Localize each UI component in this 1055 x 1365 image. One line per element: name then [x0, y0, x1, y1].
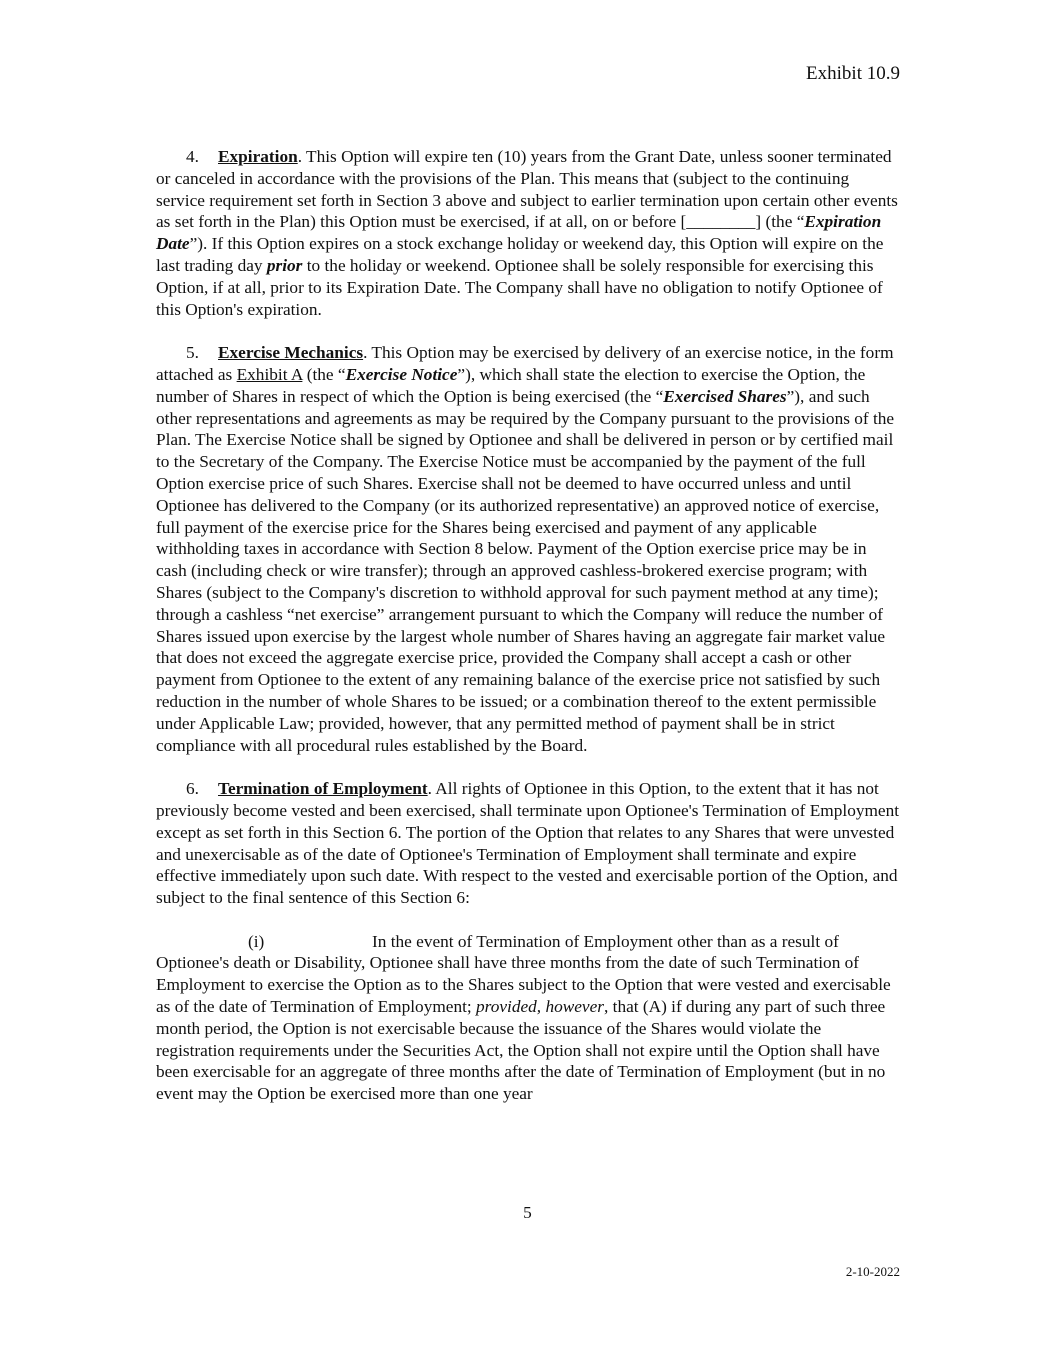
expiration-date-term: Expiration Date [156, 212, 882, 254]
section-4-text-3: to the holiday or weekend. Optionee shall be solely responsible for exercising this Option, if at all, prior to its Expiration Date. The Company shall have no obligation to notify Optionee of this Option's expiration. [156, 255, 883, 319]
section-4-paragraph [156, 146, 901, 320]
section-4-number: 4. [186, 147, 199, 166]
section-6-text-1: . All rights of Optionee in this Option, to the extent that it has not previously become vested and been exercised, shall terminate upon Optionee's Termination of Employment except as set forth in this Section 6. The portion of the Option that relates to any Shares that were unvested and unexercisable as of the date of Optionee's Termination of Employment shall terminate and expire effective immediately upon such date. With respect to the vested and exercisable portion of the Option, and subject to the final sentence of this Section 6: [156, 779, 900, 908]
document-body [156, 146, 901, 1105]
proviso-emphasis: provided, however [476, 997, 604, 1017]
subsection-i-number: (i) [248, 931, 265, 951]
section-4-text-1: . This Option will expire ten (10) years from the Grant Date, unless sooner terminated or canceled in accordance with the provisions of the Plan. This means that (subject to the continuing service requirement set forth in Section 3 above and subject to earlier termination upon certain other events as set forth in the Plan) this Option must be exercised, if at all, on or before [________] (the “ [156, 147, 898, 232]
prior-emphasis: prior [266, 255, 303, 275]
exercised-shares-term: Exercised Shares [663, 386, 787, 406]
footer-date: 2-10-2022 [845, 1264, 900, 1279]
section-5-heading: Exercise Mechanics [218, 343, 364, 363]
section-6-number: 6. [186, 779, 199, 799]
exercise-notice-term: Exercise Notice [345, 364, 458, 384]
page-number: 5 [523, 1203, 532, 1222]
section-5-text-2: (the “ [302, 364, 346, 384]
section-5-text-4: ”), and such other representations and agreements as may be required by the Company pursuant to the provisions of the Plan. The Exercise Notice shall be signed by Optionee and shall be delivered in person or by certified mail to the Secretary of the Company. The Exercise Notice must be accompanied by the payment of the full Option exercise price of such Shares. Exercise shall not be deemed to have occurred unless and until Optionee has delivered to the Company (or its authorized representative) an approved notice of exercise, full payment of the exercise price for the Shares being exercised and payment of any applicable withholding taxes in accordance with Section 8 below. Payment of the Option exercise price may be in cash (including check or wire transfer); through an approved cashless-brokered exercise program; with Shares (subject to the Company's discretion to withhold approval for such payment method at any time); through a cashless “net exercise” arrangement pursuant to which the Company will reduce the number of Shares issued upon exercise by the largest whole number of Shares having an aggregate fair market value that does not exceed the aggregate exercise price, provided the Company shall accept a cash or other payment from Optionee to the extent of any remaining balance of the exercise price not satisfied by such reduction in the number of whole Shares to be issued; or a combination thereof to the extent permissible under Applicable Law; provided, however, that any permitted method of payment shall be in strict compliance with all procedural rules established by the Board. [156, 386, 895, 755]
section-4-text-2: ”). If this Option expires on a stock exchange holiday or weekend day, this Option will expire on the last trading day [156, 234, 884, 275]
section-5-paragraph [156, 342, 901, 756]
subsection-i-text-1: In the event of Termination of Employment other than as a result of Optionee's death or Disability, Optionee shall have three months from the date of such Termination of Employment to exercise the Option as to the Shares subject to the Option that were vested and exercisable as of the date of Termination of Employment; [156, 931, 891, 1017]
section-4-heading: Expiration [218, 147, 298, 166]
section-6-paragraph [156, 778, 901, 909]
section-5-text-3: ”), which shall state the election to exercise the Option, the number of Shares in respect of which the Option is being exercised (the “ [156, 364, 866, 406]
exhibit-a-reference: Exhibit A [236, 364, 303, 384]
section-5-number: 5. [186, 343, 199, 363]
section-6-heading: Termination of Employment [218, 779, 428, 799]
exhibit-label: Exhibit 10.9 [806, 63, 900, 84]
subsection-i-paragraph [156, 931, 901, 1105]
subsection-i-text-2: , that (A) if during any part of such three month period, the Option is not exercisable because the issuance of the Shares would violate the registration requirements under the Securities Act, the Option shall not expire until the Option shall have been exercisable for an aggregate of three months after the date of Termination of Employment (but in no event may the Option be exercised more than one year [156, 997, 886, 1104]
section-5-text-1: . This Option may be exercised by delivery of an exercise notice, in the form attached as [156, 343, 894, 384]
